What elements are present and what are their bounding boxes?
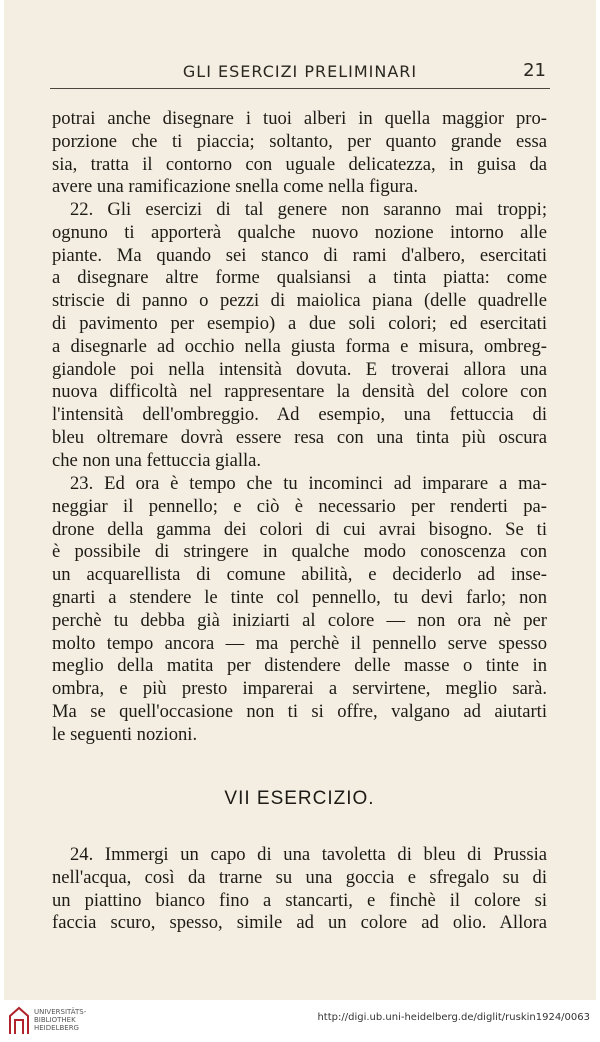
page-number: 21 xyxy=(523,60,546,81)
text-line: Ma se quell'occasione non ti si offre, valgano ad aiutarti xyxy=(52,700,547,722)
running-header xyxy=(50,58,550,89)
source-link[interactable]: http://digi.ub.uni-heidelberg.de/diglit/ruskin1924/0063 xyxy=(317,1012,590,1023)
text-line: ombra, e più presto imparerai a servirtene, meglio sarà. xyxy=(52,678,547,700)
text-line: un acquarellista di comune abilità, e deciderlo ad inse- xyxy=(52,564,547,586)
text-line: 23. Ed ora è tempo che tu incominci ad imparare a ma- xyxy=(70,473,547,494)
text-line: porzione che ti piaccia; soltanto, per quanto grande essa xyxy=(52,130,547,152)
text-line: 22. Gli esercizi di tal genere non saranno mai troppi; xyxy=(70,199,547,220)
text-line: piante. Ma quando sei stanco di rami d'albero, esercitati xyxy=(52,244,547,266)
text-line: sia, tratta il contorno con uguale delicatezza, in guisa da xyxy=(52,153,547,175)
footer-bar xyxy=(0,1000,600,1042)
text-line: perchè tu debba già iniziarti al colore — non ora nè per xyxy=(52,609,547,631)
text-line: neggiar il pennello; e ciò è necessario per renderti pa- xyxy=(52,495,547,517)
book-page xyxy=(4,0,596,1000)
text-line: giandole poi nella intensità dovuta. E troverai allora una xyxy=(52,358,547,380)
text-line: 24. Immergi un capo di una tavoletta di bleu di Prussia xyxy=(70,844,547,865)
paragraph-continuation xyxy=(52,108,547,199)
text-line: ognuno ti apporterà qualche nuovo nozione intorno alle xyxy=(52,221,547,243)
text-line: nuova difficoltà nel rappresentare la densità del colore con xyxy=(52,381,547,403)
paragraph-24 xyxy=(52,844,547,935)
text-line: è possibile di stringere in qualche modo conoscenza con xyxy=(52,541,547,563)
text-line: gnarti a stendere le tinte col pennello, tu devi farlo; non xyxy=(52,586,547,608)
text-line: le seguenti nozioni. xyxy=(52,723,198,745)
library-name xyxy=(34,1008,86,1032)
library-name-line: UNIVERSITÄTS- xyxy=(34,1008,87,1016)
library-name-line: BIBLIOTHEK xyxy=(34,1016,76,1024)
text-line: a disegnare altre forme qualsiansi a tinta piatta: come xyxy=(52,267,547,289)
text-line: bleu oltremare dovrà essere resa con una tinta più oscura xyxy=(52,426,547,448)
library-logo-icon xyxy=(8,1006,30,1036)
text-line: nell'acqua, così da trarne su una goccia e sfregalo su di xyxy=(52,866,547,888)
paragraph-22 xyxy=(52,199,547,473)
text-line: che non una fettuccia gialla. xyxy=(52,449,262,471)
text-line: molto tempo ancora — ma perchè il pennello serve spesso xyxy=(52,632,547,654)
text-line: a disegnarle ad occhio nella giusta forma e misura, ombreg- xyxy=(52,335,547,357)
text-line: un piattino bianco fino a stancarti, e finchè il colore si xyxy=(52,889,547,911)
text-line: striscie di panno o pezzi di maiolica piana (delle quadrelle xyxy=(52,290,547,312)
text-line: drone della gamma dei colori di cui avrai bisogno. Se ti xyxy=(52,518,547,540)
library-name-line: HEIDELBERG xyxy=(34,1024,79,1032)
text-line: di pavimento per esempio) a due soli colori; ed esercitati xyxy=(52,312,547,334)
text-line: avere una ramificazione snella come nella figura. xyxy=(52,176,419,198)
text-line: l'intensità dell'ombreggio. Ad esempio, una fettuccia di xyxy=(52,404,547,426)
section-heading: VII ESERCIZIO. xyxy=(224,788,375,809)
paragraph-23 xyxy=(52,473,547,747)
header-title: GLI ESERCIZI PRELIMINARI xyxy=(182,62,418,81)
text-line: faccia scuro, spesso, simile ad un colore ad olio. Allora xyxy=(52,912,547,934)
text-line: potrai anche disegnare i tuoi alberi in quella maggior pro- xyxy=(52,108,547,129)
text-line: meglio della matita per distendere delle masse o tinte in xyxy=(52,655,547,677)
